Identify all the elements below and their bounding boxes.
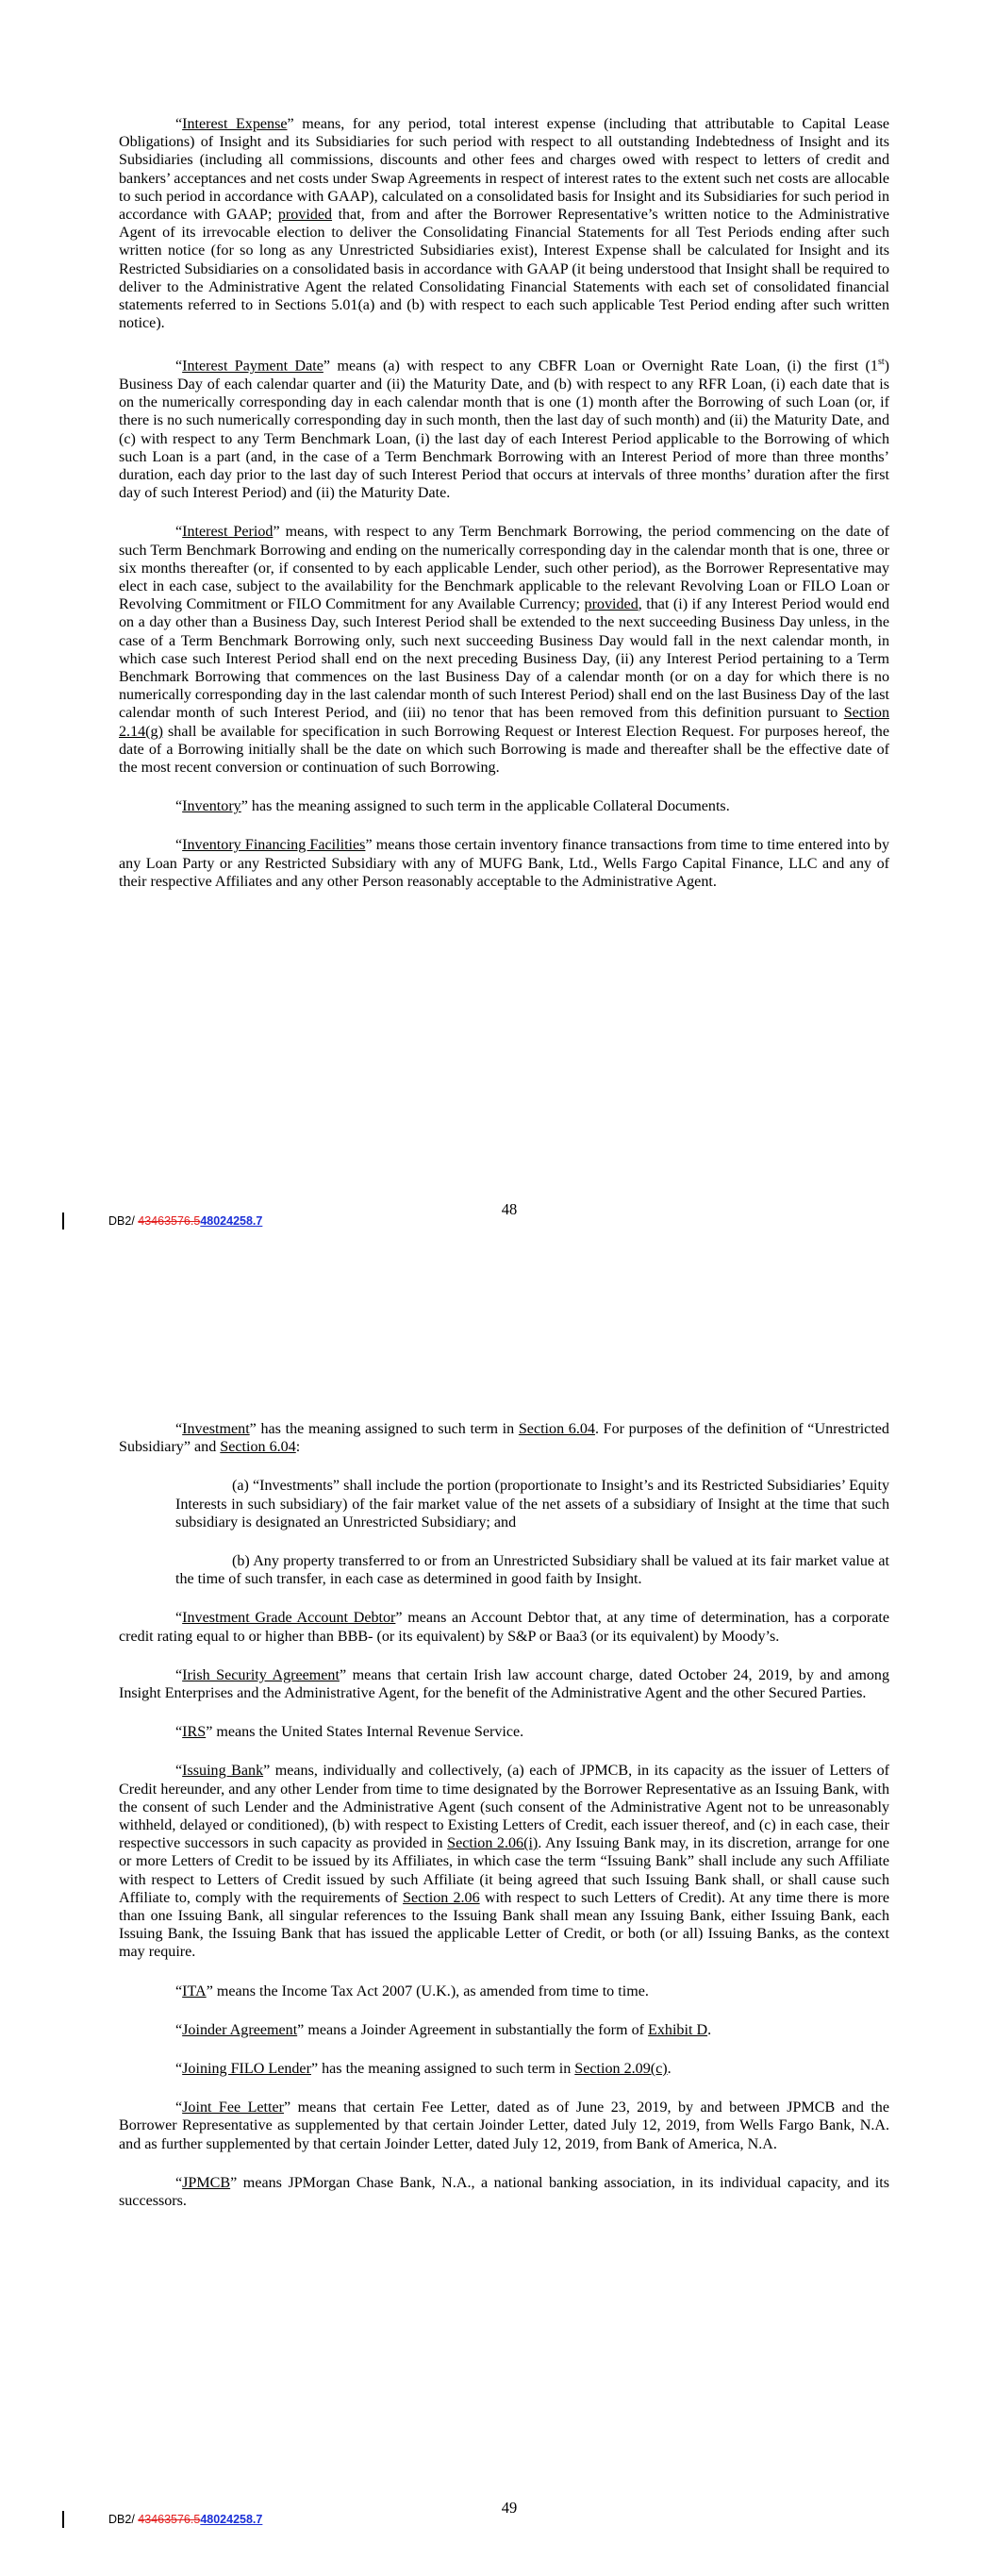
definition-inventory: “Inventory” has the meaning assigned to such term in the applicable Collateral Documents. <box>175 798 730 815</box>
defined-term: Joining FILO Lender <box>182 2061 311 2078</box>
definition-irs: “IRS” means the United States Internal Revenue Service. <box>175 1724 524 1741</box>
inserted-doc-number: 48024258.7 <box>200 1214 263 1228</box>
document-id: DB2/ 43463576.548024258.7 <box>108 1214 263 1228</box>
defined-term: Interest Payment Date <box>182 358 323 375</box>
page-number: 49 <box>501 2499 518 2517</box>
definition-interest-expense: “Interest Expense” means, for any period, total interest expense (including that attributable to Capital Lease Obligations) of Insight and its Subsidiaries for such period with respect to all outstanding Indebtedness of Insight and its Subsidiaries (including all commissions, discounts and other fees and charges owed with respect to letters of credit and bankers’ acceptances and net costs under Swap Agreements in respect of interest rates to the extent such net costs are allocable to such period in accordance with GAAP), calculated on a consolidated basis for Insight and its Subsidiaries for such period in accordance with GAAP; provided that, from and after the Borrower Representative’s written notice to the Administrative Agent of its irrevocable election to deliver the Consolidating Financial Statements for all Test Periods ending after such written notice (for so long as any Unrestricted Subsidiaries exist), Interest Expense shall be calculated for Insight and its Restricted Subsidiaries on a consolidated basis in accordance with GAAP (it being understood that Insight shall be required to deliver to the Administrative Agent the related Consolidating Financial Statements with each set of consolidated financial statements referred to in Sections 5.01(a) and (b) with respect to each such applicable Test Period ending after such written notice). <box>119 116 889 332</box>
defined-term: Interest Expense <box>182 116 288 132</box>
definition-ita: “ITA” means the Income Tax Act 2007 (U.K.), as amended from time to time. <box>175 1982 649 1999</box>
definition-interest-period: “Interest Period” means, with respect to any Term Benchmark Borrowing, the period commencing on the date of such Term Benchmark Borrowing and ending on the numerically corresponding day in the calendar month that is one, three or six months thereafter (or, if consented to by each applicable Lender, such other period), as the Borrower Representative may elect in each case, subject to the availability for the Benchmark applicable to the relevant Revolving Loan or FILO Loan or Revolving Commitment or FILO Commitment for any Available Currency; provided, that (i) if any Interest Period would end on a day other than a Business Day, such Interest Period shall be extended to the next succeeding Business Day unless, in the case of a Term Benchmark Borrowing only, such next succeeding Business Day would fall in the next calendar month, in which case such Interest Period shall end on the next preceding Business Day, (ii) any Interest Period pertaining to a Term Benchmark Borrowing that commences on the last Business Day of a calendar month (or on a day for which there is no numerically corresponding day in the last calendar month of such Interest Period) shall end on the last Business Day of the last calendar month of such Interest Period, and (iii) no tenor that has been removed from this definition pursuant to Section 2.14(g) shall be available for specification in such Borrowing Request or Interest Election Request. For purposes hereof, the date of a Borrowing initially shall be the date on which such Borrowing is made and thereafter shall be the effective date of the most recent conversion or continuation of such Borrowing. <box>119 524 889 777</box>
defined-term: Investment <box>182 1421 250 1437</box>
section-reference: Section 2.14(g) <box>119 705 889 740</box>
definition-interest-payment-date: “Interest Payment Date” means (a) with respect to any CBFR Loan or Overnight Rate Loan, (i) the first (1st) Business Day of each calendar quarter and (ii) the Maturity Date, and (b) with respect to any RFR Loan, (i) each date that is on the numerically corresponding day in each calendar month that is one (1) month after the Borrowing of such Loan (or, if there is no such numerically corresponding day in such month, then the last day of such month) and (ii) the Maturity Date, and (c) with respect to any Term Benchmark Loan, (i) the last day of each Interest Period applicable to the Borrowing of which such Loan is a part (and, in the case of a Term Benchmark Borrowing with an Interest Period of more than three months’ duration, each day prior to the last day of such Interest Period that occurs at intervals of three months’ duration after the first day of such Interest Period) and (ii) the Maturity Date. <box>119 357 889 502</box>
page-number: 48 <box>501 1200 518 1218</box>
deleted-doc-number: 43463576.5 <box>138 1214 201 1228</box>
definition-irish-security-agreement: “Irish Security Agreement” means that certain Irish law account charge, dated October 24, 2019, by and among Insight Enterprises and the Administrative Agent, for the benefit of the Administrative Agent and the other Secured Parties. <box>119 1666 889 1702</box>
definition-joinder-agreement: “Joinder Agreement” means a Joinder Agreement in substantially the form of Exhibit D. <box>175 2021 712 2038</box>
defined-term: Issuing Bank <box>182 1763 264 1780</box>
defined-term: IRS <box>182 1724 207 1741</box>
defined-term: ITA <box>182 1982 207 1999</box>
page-body <box>119 1420 889 2231</box>
document-id: DB2/ 43463576.548024258.7 <box>108 2513 263 2526</box>
defined-term: Investment Grade Account Debtor <box>182 1610 396 1627</box>
defined-term: Irish Security Agreement <box>182 1666 340 1683</box>
page-body <box>119 115 889 912</box>
definition-jpmcb: “JPMCB” means JPMorgan Chase Bank, N.A., a national banking association, in its individual capacity, and its successors. <box>119 2174 889 2210</box>
inserted-doc-number: 48024258.7 <box>200 2513 263 2526</box>
investment-clause-a: (a) “Investments” shall include the portion (proportionate to Insight’s and its Restricted Subsidiaries’ Equity Interests in such subsidiary) of the fair market value of the net assets of a subsidiary of Insight at the time that such subsidiary is designated an Unrestricted Subsidiary; and <box>175 1478 889 1531</box>
definition-investment: “Investment” has the meaning assigned to such term in Section 6.04. For purposes of the definition of “Unrestricted Subsidiary” and Section 6.04: <box>119 1421 889 1456</box>
defined-term: JPMCB <box>182 2174 231 2191</box>
defined-term: Inventory <box>182 798 241 815</box>
definition-investment-grade-account-debtor: “Investment Grade Account Debtor” means an Account Debtor that, at any time of determination, has a corporate credit rating equal to or higher than BBB- (or its equivalent) by S&P or Baa3 (or its equivalent) by Moody’s. <box>119 1610 890 1645</box>
defined-term: Joint Fee Letter <box>182 2099 284 2116</box>
defined-term: Inventory Financing Facilities <box>182 837 366 854</box>
deleted-doc-number: 43463576.5 <box>138 2513 201 2526</box>
investment-clause-b: (b) Any property transferred to or from an Unrestricted Subsidiary shall be valued at its fair market value at the time of such transfer, in each case as determined in good faith by Insight. <box>175 1553 889 1588</box>
page-49 <box>0 1288 995 2576</box>
defined-term: Joinder Agreement <box>182 2021 298 2038</box>
definition-joint-fee-letter: “Joint Fee Letter” means that certain Fee Letter, dated as of June 23, 2019, by and between JPMCB and the Borrower Representative as supplemented by that certain Joinder Letter, dated July 12, 2019, from Wells Fargo Bank, N.A. and as further supplemented by that certain Joinder Letter, dated July 12, 2019, from Bank of America, N.A. <box>119 2099 889 2152</box>
defined-term: Interest Period <box>182 524 274 541</box>
definition-inventory-financing-facilities: “Inventory Financing Facilities” means those certain inventory finance transactions from time to time entered into by any Loan Party or any Restricted Subsidiary with any of MUFG Bank, Ltd., Wells Fargo Capital Finance, LLC and any of their respective Affiliates and any other Person reasonably acceptable to the Administrative Agent. <box>119 837 890 890</box>
definition-issuing-bank: “Issuing Bank” means, individually and collectively, (a) each of JPMCB, in its capacity as the issuer of Letters of Credit hereunder, and any other Lender from time to time designated by the Borrower Representative as an Issuing Bank, with the consent of such Lender and the Administrative Agent (such consent of the Administrative Agent not to be unreasonably withheld, delayed or conditioned), (b) with respect to Existing Letters of Credit, each issuer thereof, and (c) in each case, their respective successors in such capacity as provided in Section 2.06(i). Any Issuing Bank may, in its discretion, arrange for one or more Letters of Credit to be issued by its Affiliates, in which case the term “Issuing Bank” shall include any such Affiliate with respect to Letters of Credit issued by such Affiliate (it being agreed that such Issuing Bank shall, or shall cause such Affiliate to, comply with the requirements of Section 2.06 with respect to such Letters of Credit). At any time there is more than one Issuing Bank, all singular references to the Issuing Bank shall mean any Issuing Bank, either Issuing Bank, each Issuing Bank, the Issuing Bank that has issued the applicable Letter of Credit, or both (or all) Issuing Banks, as the context may require. <box>119 1763 889 1961</box>
definition-joining-filo-lender: “Joining FILO Lender” has the meaning assigned to such term in Section 2.09(c). <box>175 2061 672 2078</box>
